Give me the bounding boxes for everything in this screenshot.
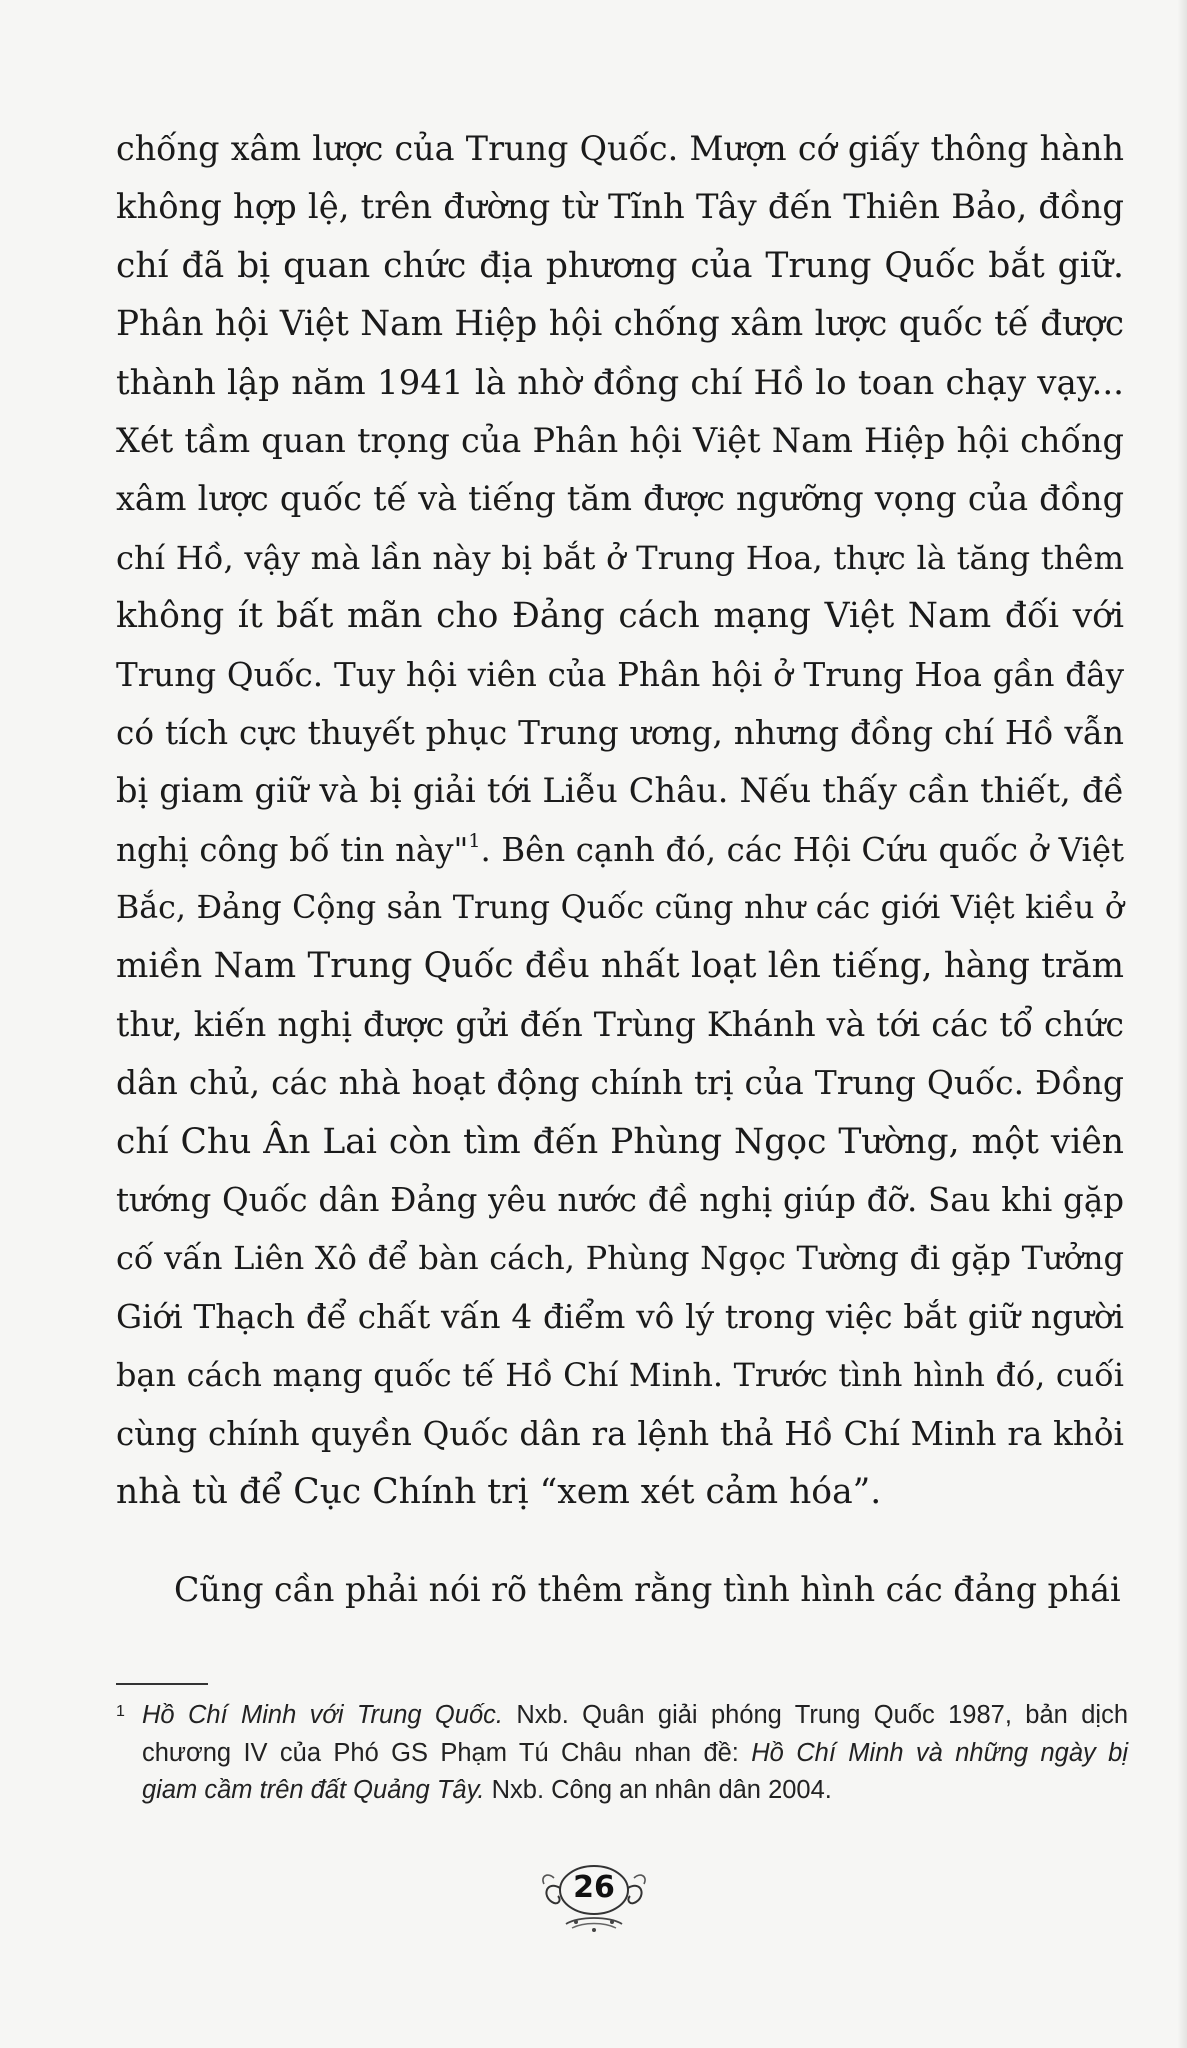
page-number-ornament xyxy=(532,1858,656,1938)
text-line: Giới Thạch để chất vấn 4 điểm vô lý trong việc bắt giữ người xyxy=(116,1297,1124,1336)
page-edge-shadow xyxy=(1177,0,1187,2048)
paragraph-end-line: nhà tù để Cục Chính trị “xem xét cảm hóa”. xyxy=(116,1471,882,1512)
text-segment: . Bên cạnh đó, các Hội Cứu quốc ở Việt xyxy=(480,830,1124,869)
footnote-separator xyxy=(116,1683,208,1685)
text-line: tướng Quốc dân Đảng yêu nước đề nghị giúp đỡ. Sau khi gặp xyxy=(116,1181,1124,1220)
text-line: chống xâm lược của Trung Quốc. Mượn cớ giấy thông hành xyxy=(116,129,1124,168)
footnote xyxy=(116,1697,1128,1810)
text-line: chí Hồ, vậy mà lần này bị bắt ở Trung Hoa, thực là tăng thêm xyxy=(116,538,1124,577)
footnote-text: chương IV của Phó GS Phạm Tú Châu nhan đề: xyxy=(142,1738,752,1767)
text-line: bị giam giữ và bị giải tới Liễu Châu. Nếu thấy cần thiết, đề xyxy=(116,771,1124,811)
text-line: miền Nam Trung Quốc đều nhất loạt lên tiếng, hàng trăm xyxy=(116,946,1124,987)
paragraph-start-line: Cũng cần phải nói rõ thêm rằng tình hình các đảng phái xyxy=(174,1570,1121,1610)
footnote-text: Nxb. Công an nhân dân 2004. xyxy=(484,1776,832,1804)
text-line: dân chủ, các nhà hoạt động chính trị của Trung Quốc. Đồng xyxy=(116,1063,1124,1103)
text-line: Phân hội Việt Nam Hiệp hội chống xâm lược quốc tế được xyxy=(116,304,1124,345)
text-line: cố vấn Liên Xô để bàn cách, Phùng Ngọc Tường đi gặp Tưởng xyxy=(116,1239,1124,1278)
body-text xyxy=(116,120,1124,1620)
footnote-line xyxy=(116,1697,1128,1735)
footnote-line xyxy=(116,1735,1128,1773)
text-line: có tích cực thuyết phục Trung ương, nhưng đồng chí Hồ vẫn xyxy=(116,713,1124,752)
text-line: không ít bất mãn cho Đảng cách mạng Việt Nam đối với xyxy=(116,596,1124,637)
footnote-translated-title: Hồ Chí Minh và những ngày bị xyxy=(751,1738,1128,1767)
text-line: chí đã bị quan chức địa phương của Trung Quốc bắt giữ. xyxy=(116,245,1124,286)
text-line: Trung Quốc. Tuy hội viên của Phân hội ở Trung Hoa gần đây xyxy=(116,655,1124,694)
footnote-book-title: Hồ Chí Minh với Trung Quốc. xyxy=(142,1701,503,1729)
footnote-reference: 1 xyxy=(468,829,481,852)
text-line: thư, kiến nghị được gửi đến Trùng Khánh và tới các tổ chức xyxy=(116,1004,1124,1044)
text-line: bạn cách mạng quốc tế Hồ Chí Minh. Trước tình hình đó, cuối xyxy=(116,1356,1124,1395)
text-line: xâm lược quốc tế và tiếng tăm được ngưỡng vọng của đồng xyxy=(116,479,1124,519)
page-number: 26 xyxy=(573,1870,615,1905)
text-line-with-footnote-ref xyxy=(116,821,1124,879)
footnote-translated-title: giam cầm trên đất Quảng Tây. xyxy=(142,1776,485,1804)
text-line: Bắc, Đảng Cộng sản Trung Quốc cũng như các giới Việt kiều ở xyxy=(116,890,1124,927)
text-line: Xét tầm quan trọng của Phân hội Việt Nam Hiệp hội chống xyxy=(116,420,1124,460)
text-segment: nghị công bố tin này" xyxy=(116,830,469,869)
text-line: không hợp lệ, trên đường từ Tĩnh Tây đến Thiên Bảo, đồng xyxy=(116,187,1124,227)
paragraph-gap xyxy=(116,1521,1124,1561)
text-line: thành lập năm 1941 là nhờ đồng chí Hồ lo toan chạy vạy... xyxy=(116,362,1124,403)
footnote-text: Nxb. Quân giải phóng Trung Quốc 1987, bản dịch xyxy=(502,1701,1128,1729)
text-line: cùng chính quyền Quốc dân ra lệnh thả Hồ Chí Minh ra khỏi xyxy=(116,1414,1124,1453)
footnote-line xyxy=(116,1772,1128,1810)
footnote-mark: 1 xyxy=(116,1703,125,1720)
text-line: chí Chu Ân Lai còn tìm đến Phùng Ngọc Tường, một viên xyxy=(116,1121,1124,1162)
